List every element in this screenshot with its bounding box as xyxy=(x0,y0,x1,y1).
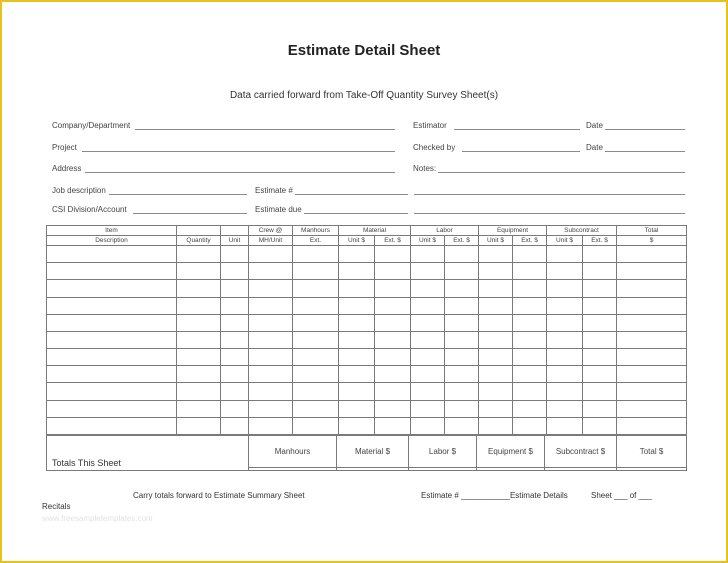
table-cell[interactable] xyxy=(513,349,547,366)
table-cell[interactable] xyxy=(479,263,513,280)
table-cell[interactable] xyxy=(445,366,479,383)
table-cell[interactable] xyxy=(583,331,617,348)
table-cell[interactable] xyxy=(293,297,339,314)
table-cell[interactable] xyxy=(221,314,249,331)
table-cell[interactable] xyxy=(47,246,177,263)
table-cell[interactable] xyxy=(375,349,411,366)
table-cell[interactable] xyxy=(547,349,583,366)
table-cell[interactable] xyxy=(339,366,375,383)
col-total-header: Total xyxy=(617,226,687,236)
totals-total-label: Total $ xyxy=(617,436,687,468)
table-cell[interactable] xyxy=(177,263,221,280)
totals-labor-cell[interactable] xyxy=(409,467,477,470)
table-cell[interactable] xyxy=(513,383,547,400)
table-cell[interactable] xyxy=(221,331,249,348)
table-cell[interactable] xyxy=(583,349,617,366)
table-cell[interactable] xyxy=(177,366,221,383)
table-cell[interactable] xyxy=(547,280,583,297)
job-description-field[interactable] xyxy=(109,194,247,195)
table-cell[interactable] xyxy=(411,314,445,331)
table-cell[interactable] xyxy=(583,383,617,400)
table-cell[interactable] xyxy=(339,280,375,297)
table-cell[interactable] xyxy=(479,314,513,331)
table-cell[interactable] xyxy=(513,417,547,434)
table-cell[interactable] xyxy=(445,297,479,314)
date-label-1: Date xyxy=(586,121,603,130)
col-equipment-header: Equipment xyxy=(479,226,547,236)
table-cell[interactable] xyxy=(221,400,249,417)
table-cell[interactable] xyxy=(617,246,687,263)
col-labor-ext-header: Ext. $ xyxy=(445,236,479,246)
table-cell[interactable] xyxy=(177,280,221,297)
table-cell[interactable] xyxy=(513,280,547,297)
table-cell[interactable] xyxy=(47,331,177,348)
table-cell[interactable] xyxy=(375,331,411,348)
table-cell[interactable] xyxy=(411,331,445,348)
company-field[interactable] xyxy=(135,129,395,130)
estimate-number-label: Estimate # xyxy=(255,186,293,195)
table-cell[interactable] xyxy=(221,417,249,434)
col-description-header: Description xyxy=(47,236,177,246)
table-cell[interactable] xyxy=(411,263,445,280)
table-cell[interactable] xyxy=(479,297,513,314)
table-cell[interactable] xyxy=(479,383,513,400)
table-cell[interactable] xyxy=(583,366,617,383)
table-cell[interactable] xyxy=(177,349,221,366)
table-cell[interactable] xyxy=(249,383,293,400)
table-cell[interactable] xyxy=(547,417,583,434)
table-cell[interactable] xyxy=(249,280,293,297)
totals-material-cell[interactable] xyxy=(337,467,409,470)
table-cell[interactable] xyxy=(47,417,177,434)
table-cell[interactable] xyxy=(339,349,375,366)
table-cell[interactable] xyxy=(547,331,583,348)
project-field[interactable] xyxy=(82,151,395,152)
col-crew-header: Crew @ xyxy=(249,226,293,236)
col-material-ext-header: Ext. $ xyxy=(375,236,411,246)
table-row xyxy=(47,349,687,366)
col-unit-header: Unit xyxy=(221,236,249,246)
table-cell[interactable] xyxy=(547,263,583,280)
date-field-1[interactable] xyxy=(605,129,685,130)
table-cell[interactable] xyxy=(339,331,375,348)
table-row xyxy=(47,366,687,383)
col-manhours-ext-header: Ext. xyxy=(293,236,339,246)
table-cell[interactable] xyxy=(479,331,513,348)
table-cell[interactable] xyxy=(249,349,293,366)
csi-division-label: CSI Division/Account xyxy=(52,205,127,214)
totals-header-row xyxy=(47,436,687,468)
page-subtitle: Data carried forward from Take-Off Quantity Survey Sheet(s) xyxy=(229,90,499,101)
table-cell[interactable] xyxy=(411,383,445,400)
table-cell[interactable] xyxy=(445,314,479,331)
table-cell[interactable] xyxy=(583,400,617,417)
table-cell[interactable] xyxy=(375,297,411,314)
table-cell[interactable] xyxy=(445,331,479,348)
table-row xyxy=(47,314,687,331)
totals-table xyxy=(46,435,687,471)
table-cell[interactable] xyxy=(339,246,375,263)
table-cell[interactable] xyxy=(547,314,583,331)
table-cell[interactable] xyxy=(513,366,547,383)
table-row xyxy=(47,331,687,348)
table-cell[interactable] xyxy=(293,314,339,331)
table-cell[interactable] xyxy=(249,297,293,314)
table-cell[interactable] xyxy=(221,280,249,297)
col-subcontract-unit-header: Unit $ xyxy=(547,236,583,246)
col-mh-unit-header: MH/Unit xyxy=(249,236,293,246)
table-cell[interactable] xyxy=(249,246,293,263)
table-cell[interactable] xyxy=(249,263,293,280)
table-cell[interactable] xyxy=(47,400,177,417)
table-cell[interactable] xyxy=(445,246,479,263)
table-cell[interactable] xyxy=(411,246,445,263)
table-cell[interactable] xyxy=(249,314,293,331)
table-cell[interactable] xyxy=(513,246,547,263)
table-cell[interactable] xyxy=(411,400,445,417)
table-cell[interactable] xyxy=(221,246,249,263)
table-cell[interactable] xyxy=(293,383,339,400)
col-quantity-header: Quantity xyxy=(177,236,221,246)
table-body xyxy=(47,246,687,435)
table-cell[interactable] xyxy=(177,297,221,314)
table-cell[interactable] xyxy=(547,400,583,417)
notes-line-3[interactable] xyxy=(414,213,685,214)
table-cell[interactable] xyxy=(177,314,221,331)
col-item-header: Item xyxy=(47,226,177,236)
table-cell[interactable] xyxy=(339,263,375,280)
col-quantity-header-top xyxy=(177,226,221,236)
col-labor-unit-header: Unit $ xyxy=(411,236,445,246)
table-cell[interactable] xyxy=(617,297,687,314)
col-unit-header-top xyxy=(221,226,249,236)
table-cell[interactable] xyxy=(445,417,479,434)
totals-manhours-cell[interactable] xyxy=(249,467,337,470)
table-cell[interactable] xyxy=(177,331,221,348)
totals-material-label: Material $ xyxy=(337,436,409,468)
col-total-dollar-header: $ xyxy=(617,236,687,246)
table-cell[interactable] xyxy=(375,280,411,297)
totals-subcontract-label: Subcontract $ xyxy=(545,436,617,468)
estimate-details-text: Estimate # ___________Estimate Details xyxy=(421,491,568,500)
table-cell[interactable] xyxy=(445,400,479,417)
table-cell[interactable] xyxy=(617,263,687,280)
csi-division-field[interactable] xyxy=(133,213,247,214)
table-cell[interactable] xyxy=(513,297,547,314)
estimator-label: Estimator xyxy=(413,121,447,130)
header-row-top xyxy=(47,226,687,236)
table-cell[interactable] xyxy=(479,366,513,383)
table-cell[interactable] xyxy=(293,366,339,383)
totals-labor-label: Labor $ xyxy=(409,436,477,468)
estimator-field[interactable] xyxy=(454,129,580,130)
table-cell[interactable] xyxy=(445,383,479,400)
totals-this-sheet-label: Totals This Sheet xyxy=(47,436,249,471)
table-cell[interactable] xyxy=(375,366,411,383)
table-cell[interactable] xyxy=(47,366,177,383)
table-row xyxy=(47,263,687,280)
table-cell[interactable] xyxy=(339,314,375,331)
col-equipment-ext-header: Ext. $ xyxy=(513,236,547,246)
totals-equipment-cell[interactable] xyxy=(477,467,545,470)
col-subcontract-ext-header: Ext. $ xyxy=(583,236,617,246)
table-cell[interactable] xyxy=(177,383,221,400)
estimate-due-field[interactable] xyxy=(304,213,408,214)
table-row xyxy=(47,417,687,434)
table-cell[interactable] xyxy=(445,280,479,297)
table-cell[interactable] xyxy=(375,263,411,280)
table-cell[interactable] xyxy=(617,383,687,400)
table-cell[interactable] xyxy=(479,349,513,366)
table-cell[interactable] xyxy=(583,314,617,331)
table-cell[interactable] xyxy=(47,280,177,297)
table-cell[interactable] xyxy=(375,417,411,434)
table-cell[interactable] xyxy=(339,297,375,314)
sheet-number-text: Sheet ___ of ___ xyxy=(591,491,652,500)
table-cell[interactable] xyxy=(293,280,339,297)
table-cell[interactable] xyxy=(47,349,177,366)
table-cell[interactable] xyxy=(47,263,177,280)
table-cell[interactable] xyxy=(293,349,339,366)
table-cell[interactable] xyxy=(411,297,445,314)
totals-manhours-label: Manhours xyxy=(249,436,337,468)
totals-subcontract-cell[interactable] xyxy=(545,467,617,470)
company-label: Company/Department xyxy=(52,121,131,130)
carry-forward-text: Carry totals forward to Estimate Summary Sheet xyxy=(133,491,305,500)
table-cell[interactable] xyxy=(47,383,177,400)
table-cell[interactable] xyxy=(411,280,445,297)
table-cell[interactable] xyxy=(411,349,445,366)
table-cell[interactable] xyxy=(583,280,617,297)
table-cell[interactable] xyxy=(339,383,375,400)
table-cell[interactable] xyxy=(375,383,411,400)
table-cell[interactable] xyxy=(547,297,583,314)
table-row xyxy=(47,280,687,297)
table-cell[interactable] xyxy=(221,297,249,314)
table-cell[interactable] xyxy=(547,366,583,383)
table-cell[interactable] xyxy=(479,246,513,263)
checked-by-field[interactable] xyxy=(462,151,580,152)
table-cell[interactable] xyxy=(445,263,479,280)
table-row xyxy=(47,246,687,263)
table-cell[interactable] xyxy=(547,246,583,263)
table-cell[interactable] xyxy=(445,349,479,366)
table-row xyxy=(47,297,687,314)
table-cell[interactable] xyxy=(249,400,293,417)
table-cell[interactable] xyxy=(293,417,339,434)
table-cell[interactable] xyxy=(513,314,547,331)
page-title: Estimate Detail Sheet xyxy=(287,42,441,59)
table-cell[interactable] xyxy=(221,263,249,280)
col-labor-header: Labor xyxy=(411,226,479,236)
table-cell[interactable] xyxy=(339,400,375,417)
checked-by-label: Checked by xyxy=(413,143,456,152)
table-cell[interactable] xyxy=(177,246,221,263)
col-equipment-unit-header: Unit $ xyxy=(479,236,513,246)
table-cell[interactable] xyxy=(479,400,513,417)
table-cell[interactable] xyxy=(617,400,687,417)
table-cell[interactable] xyxy=(513,331,547,348)
table-cell[interactable] xyxy=(47,297,177,314)
estimate-due-label: Estimate due xyxy=(255,205,302,214)
notes-field[interactable] xyxy=(438,172,685,173)
date-field-2[interactable] xyxy=(605,151,685,152)
table-cell[interactable] xyxy=(617,331,687,348)
notes-label: Notes: xyxy=(413,164,437,173)
table-cell[interactable] xyxy=(547,383,583,400)
watermark: www.freesampletemplates.com xyxy=(42,514,153,523)
table-cell[interactable] xyxy=(479,417,513,434)
table-cell[interactable] xyxy=(617,366,687,383)
estimate-number-field[interactable] xyxy=(295,194,408,195)
recitals-label: Recitals xyxy=(42,502,71,511)
table-cell[interactable] xyxy=(293,246,339,263)
notes-line-2[interactable] xyxy=(414,194,685,195)
totals-total-cell[interactable] xyxy=(617,467,687,470)
table-cell[interactable] xyxy=(221,349,249,366)
table-cell[interactable] xyxy=(375,400,411,417)
table-cell[interactable] xyxy=(221,383,249,400)
table-row xyxy=(47,400,687,417)
project-label: Project xyxy=(52,143,77,152)
estimate-detail-table xyxy=(46,225,687,435)
table-cell[interactable] xyxy=(583,417,617,434)
table-cell[interactable] xyxy=(583,297,617,314)
table-row xyxy=(47,383,687,400)
table-cell[interactable] xyxy=(293,400,339,417)
table-cell[interactable] xyxy=(479,280,513,297)
table-cell[interactable] xyxy=(293,331,339,348)
table-cell[interactable] xyxy=(617,314,687,331)
table-cell[interactable] xyxy=(293,263,339,280)
col-manhours-header: Manhours xyxy=(293,226,339,236)
table-cell[interactable] xyxy=(513,263,547,280)
table-cell[interactable] xyxy=(249,417,293,434)
table-cell[interactable] xyxy=(47,314,177,331)
table-cell[interactable] xyxy=(617,417,687,434)
table-cell[interactable] xyxy=(249,366,293,383)
table-cell[interactable] xyxy=(583,263,617,280)
col-material-header: Material xyxy=(339,226,411,236)
job-description-label: Job description xyxy=(52,186,106,195)
col-material-unit-header: Unit $ xyxy=(339,236,375,246)
address-field[interactable] xyxy=(85,172,395,173)
table-cell[interactable] xyxy=(411,417,445,434)
table-cell[interactable] xyxy=(177,417,221,434)
table-cell[interactable] xyxy=(221,366,249,383)
totals-equipment-label: Equipment $ xyxy=(477,436,545,468)
table-cell[interactable] xyxy=(339,417,375,434)
table-cell[interactable] xyxy=(513,400,547,417)
table-cell[interactable] xyxy=(617,349,687,366)
table-cell[interactable] xyxy=(177,400,221,417)
table-cell[interactable] xyxy=(617,280,687,297)
table-cell[interactable] xyxy=(249,331,293,348)
table-cell[interactable] xyxy=(375,314,411,331)
table-cell[interactable] xyxy=(375,246,411,263)
date-label-2: Date xyxy=(586,143,603,152)
header-row-bottom xyxy=(47,236,687,246)
table-cell[interactable] xyxy=(411,366,445,383)
table-cell[interactable] xyxy=(583,246,617,263)
address-label: Address xyxy=(52,164,82,173)
col-subcontract-header: Subcontract xyxy=(547,226,617,236)
